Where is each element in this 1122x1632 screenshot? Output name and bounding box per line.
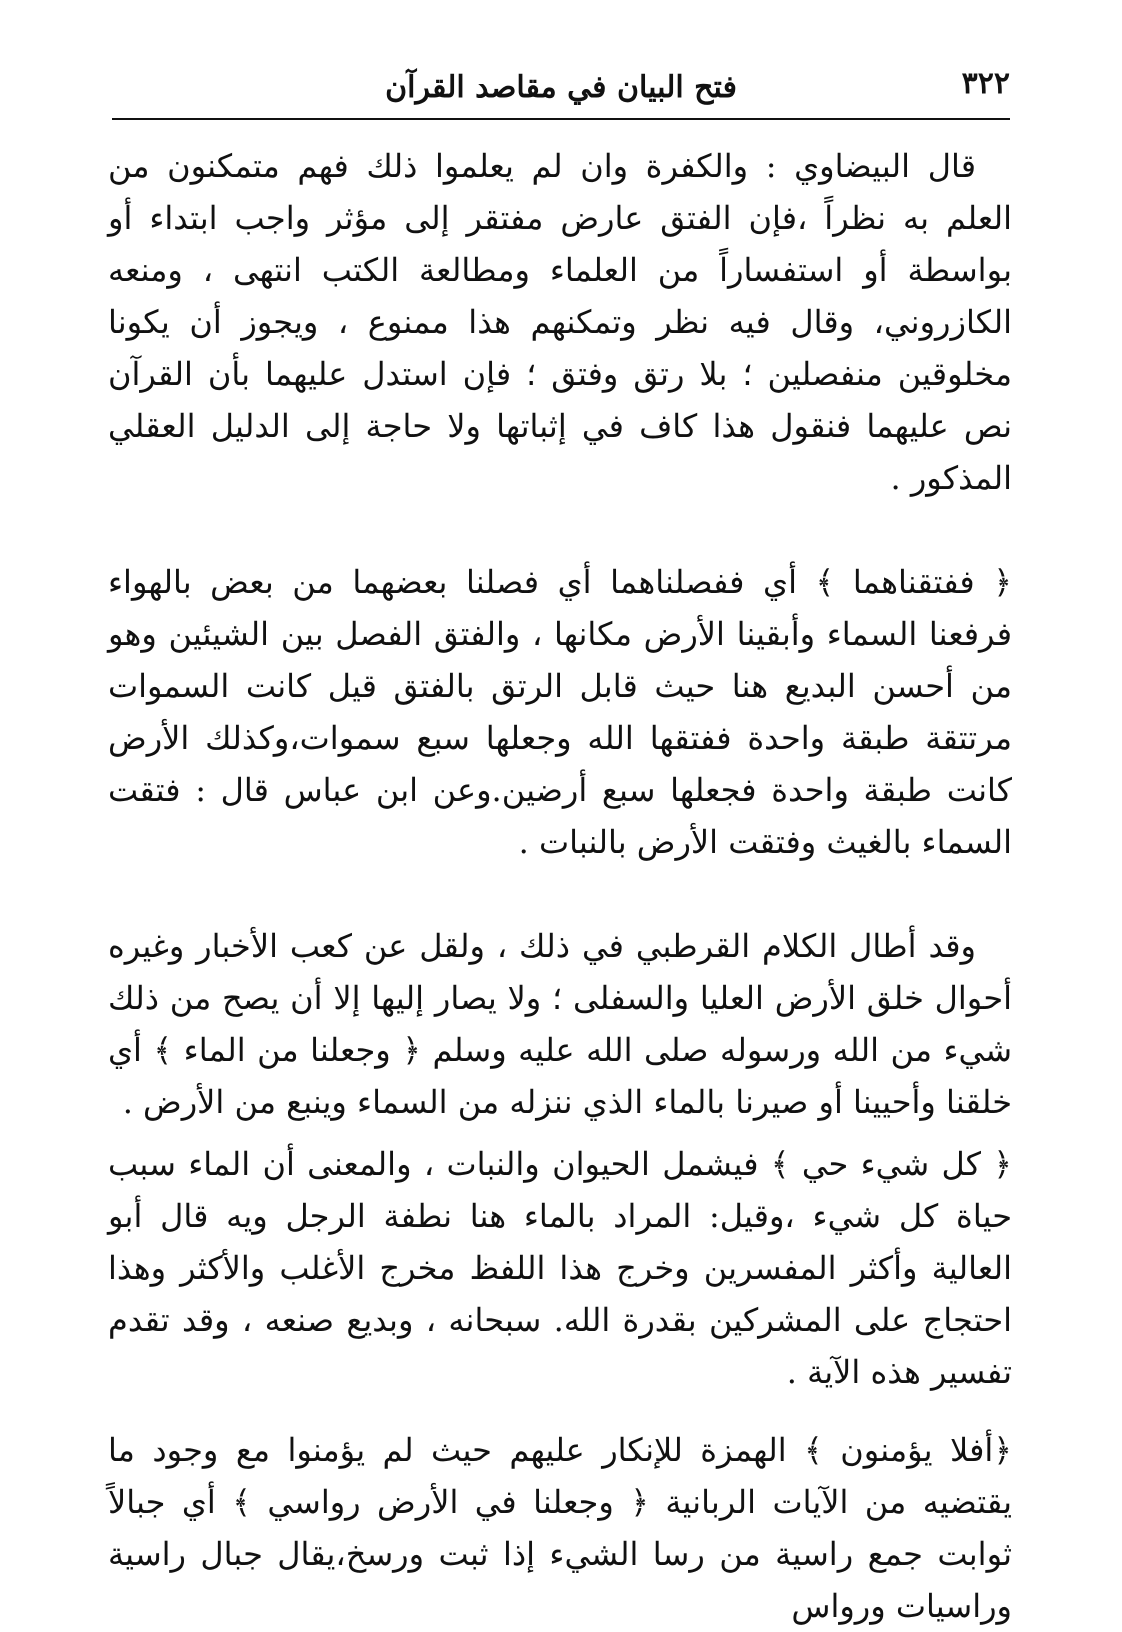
body-text xyxy=(108,140,1013,1625)
paragraph-baydawi: قال البيضاوي : والكفرة وان لم يعلموا ذلك فهم متمكنون من العلم به نظراً ،فإن الفتق عارض مفتقر إلى مؤثر واجب ابتداء أو بواسطة أو استفساراً من العلماء ومطالعة الكتب انتهى ، ومنعه الكازروني، وقال فيه نظر وتمكنهم هذا ممنوع ، ويجوز أن يكونا مخلوقين منفصلين ؛ بلا رتق وفتق ؛ فإن استدل عليهما بأن القرآن نص عليهما فنقول هذا كاف في إثباتها ولا حاجة إلى الدليل العقلي المذكور . xyxy=(108,147,1013,497)
running-title: فتح البيان في مقاصد القرآن xyxy=(385,70,737,105)
paragraph-qurtubi: وقد أطال الكلام القرطبي في ذلك ، ولقل عن كعب الأخبار وغيره أحوال خلق الأرض العليا والسفلى ؛ ولا يصار إليها إلا أن يصح من ذلك شيء من الله ورسوله صلى الله عليه وسلم ﴿ وجعلنا من الماء ﴾ أي خلقنا وأحيينا أو صيرنا بالماء الذي ننزله من السماء وينبع من الأرض . xyxy=(108,927,1012,1121)
page-header xyxy=(112,58,1010,120)
paragraph-kull-shay-hayy: ﴿ كل شيء حي ﴾ فيشمل الحيوان والنبات ، والمعنى أن الماء سبب حياة كل شيء ،وقيل: المراد بالماء هنا نطفة الرجل ويه قال أبو العالية وأكثر المفسرين وخرج هذا اللفظ مخرج الأغلب والأكثر وهذا احتجاج على المشركين بقدرة الله. سبحانه ، وبديع صنعه ، وقد تقدم تفسير هذه الآية . xyxy=(108,1145,1012,1391)
page-number: ٣٢٢ xyxy=(961,66,1010,101)
paragraph-afala-yuminun: ﴿أفلا يؤمنون ﴾ الهمزة للإنكار عليهم حيث لم يؤمنوا مع وجود ما يقتضيه من الآيات الربانية ﴿ وجعلنا في الأرض رواسي ﴾ أي جبالاً ثوابت جمع راسية من رسا الشيء إذا ثبت ورسخ،يقال جبال راسية وراسيات ورواس xyxy=(108,1431,1013,1625)
paragraph-fafataqnahuma: ﴿ ففتقناهما ﴾ أي ففصلناهما أي فصلنا بعضهما من بعض بالهواء فرفعنا السماء وأبقينا الأرض مكانها ، والفتق الفصل بين الشيئين وهو من أحسن البديع هنا حيث قابل الرتق بالفتق قيل كانت السموات مرتتقة طبقة واحدة ففتقها الله وجعلها سبع سموات،وكذلك الأرض كانت طبقة واحدة فجعلها سبع أرضين.وعن ابن عباس قال : فتقت السماء بالغيث وفتقت الأرض بالنبات . xyxy=(108,563,1013,861)
